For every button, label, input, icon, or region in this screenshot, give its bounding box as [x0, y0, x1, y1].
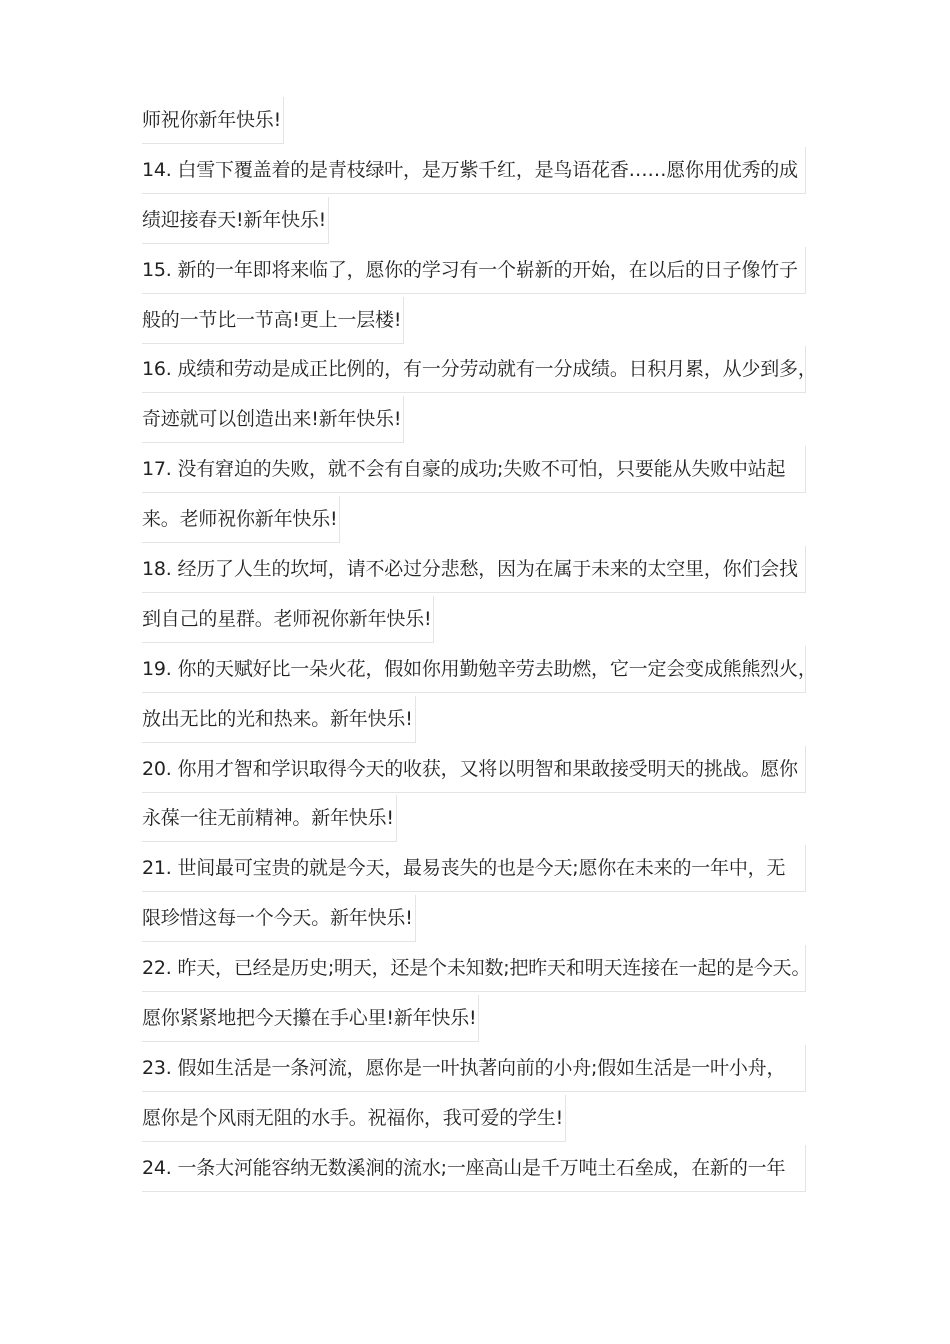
line-text: 21. 世间最可宝贵的就是今天，最易丧失的也是今天;愿你在未来的一年中，无: [142, 845, 806, 892]
line-text: 限珍惜这每一个今天。新年快乐!: [142, 895, 416, 942]
text-line: [142, 645, 822, 695]
text-line: [142, 894, 822, 944]
line-text: 18. 经历了人生的坎坷，请不必过分悲愁，因为在属于未来的太空里，你们会找: [142, 546, 806, 593]
text-line: [142, 146, 822, 196]
text-line: [142, 96, 822, 146]
line-text: 愿你是个风雨无阻的水手。祝福你，我可爱的学生!: [142, 1095, 566, 1142]
line-text: 19. 你的天赋好比一朵火花，假如你用勤勉辛劳去助燃，它一定会变成熊熊烈火，: [142, 646, 806, 693]
line-text: 放出无比的光和热来。新年快乐!: [142, 696, 416, 743]
text-line: [142, 844, 822, 894]
text-line: [142, 345, 822, 395]
text-line: [142, 994, 822, 1044]
line-text: 22. 昨天，已经是历史;明天，还是个未知数;把昨天和明天连接在一起的是今天。: [142, 945, 806, 992]
line-text: 16. 成绩和劳动是成正比例的，有一分劳动就有一分成绩。日积月累，从少到多，: [142, 346, 806, 393]
text-line: [142, 296, 822, 346]
line-text: 师祝你新年快乐!: [142, 97, 284, 144]
text-line: [142, 1144, 822, 1194]
text-line: [142, 794, 822, 844]
text-line: [142, 545, 822, 595]
line-text: 愿你紧紧地把今天攥在手心里!新年快乐!: [142, 995, 479, 1042]
text-line: [142, 1044, 822, 1094]
line-text: 23. 假如生活是一条河流，愿你是一叶执著向前的小舟;假如生活是一叶小舟，: [142, 1045, 806, 1092]
line-text: 奇迹就可以创造出来!新年快乐!: [142, 396, 404, 443]
text-line: [142, 745, 822, 795]
line-text: 20. 你用才智和学识取得今天的收获，又将以明智和果敢接受明天的挑战。愿你: [142, 746, 806, 793]
line-text: 般的一节比一节高!更上一层楼!: [142, 297, 404, 344]
line-text: 24. 一条大河能容纳无数溪涧的流水;一座高山是千万吨土石垒成，在新的一年: [142, 1145, 806, 1192]
text-line: [142, 944, 822, 994]
text-line: [142, 495, 822, 545]
line-text: 14. 白雪下覆盖着的是青枝绿叶，是万紫千红，是鸟语花香……愿你用优秀的成: [142, 147, 806, 194]
line-text: 17. 没有窘迫的失败，就不会有自豪的成功;失败不可怕，只要能从失败中站起: [142, 446, 806, 493]
line-text: 15. 新的一年即将来临了，愿你的学习有一个崭新的开始，在以后的日子像竹子: [142, 247, 806, 294]
text-line: [142, 246, 822, 296]
line-text: 绩迎接春天!新年快乐!: [142, 197, 329, 244]
text-body: [142, 96, 822, 1194]
line-text: 到自己的星群。老师祝你新年快乐!: [142, 596, 434, 643]
text-line: [142, 196, 822, 246]
text-line: [142, 595, 822, 645]
line-text: 永葆一往无前精神。新年快乐!: [142, 795, 397, 842]
text-line: [142, 1094, 822, 1144]
text-line: [142, 445, 822, 495]
text-line: [142, 395, 822, 445]
text-line: [142, 695, 822, 745]
line-text: 来。老师祝你新年快乐!: [142, 496, 340, 543]
